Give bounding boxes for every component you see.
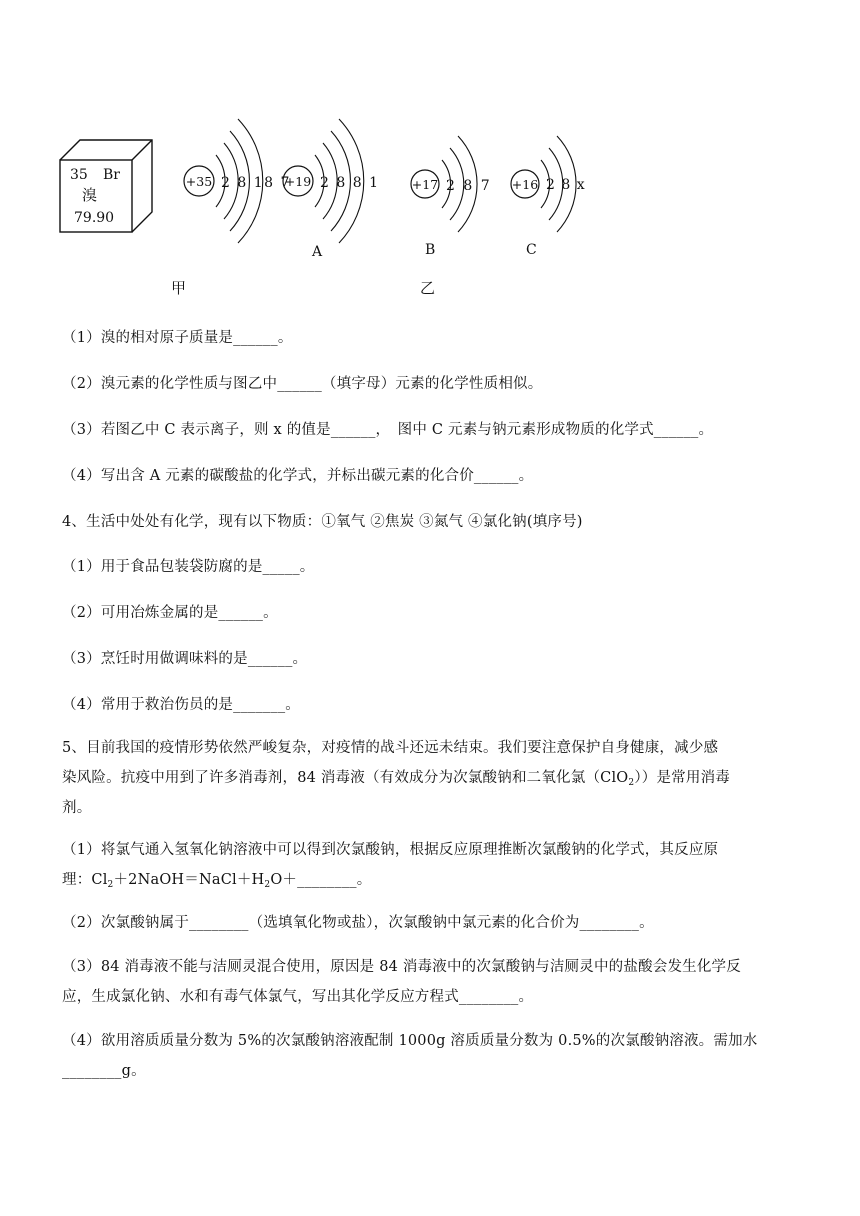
q5-item-4-line-2: ________g。: [62, 1063, 146, 1079]
q4-item-2: （2）可用冶炼金属的是______。: [62, 605, 278, 621]
atomic-structure-figure: [0, 0, 860, 310]
q5-item-1-line-2: [62, 865, 807, 901]
cl2-subscript: 2: [107, 880, 114, 890]
atom-c-label: C: [526, 242, 537, 258]
q4-item-4: （4）常用于救治伤员的是_______。: [62, 697, 300, 713]
atom-b-diagram: [411, 136, 492, 258]
bromine-atom-diagram: [184, 119, 291, 243]
bromine-nucleus: +35: [185, 174, 213, 189]
q5-stem-2b: ））是常用消毒: [634, 770, 730, 786]
q5-stem-line-3: 剂。: [62, 800, 92, 816]
q5-item-3-line-1: （3）84 消毒液不能与洁厕灵混合使用，原因是 84 消毒液中的次氯酸钠与洁厕灵中的盐酸会发生化学反: [62, 959, 741, 975]
element-number: 35: [70, 167, 88, 183]
h2o-subscript: 2: [264, 880, 271, 890]
atom-c-diagram: [511, 136, 586, 258]
q5-item-3-line-2: 应，生成氯化钠、水和有毒气体氯气，写出其化学反应方程式________。: [62, 989, 534, 1005]
caption-yi: 乙: [420, 279, 436, 297]
q4-item-1: （1）用于食品包装袋防腐的是_____。: [62, 559, 315, 575]
q5-i1-2b: ＋2NaOH＝NaCl＋H: [113, 872, 265, 888]
element-mass: 79.90: [74, 210, 115, 226]
atom-b-label: B: [425, 242, 436, 258]
clo2-subscript: 2: [628, 778, 635, 788]
atom-c-nucleus: +16: [511, 177, 539, 192]
q5-item-1-line-1: （1）将氯气通入氢氧化钠溶液中可以得到次氯酸钠，根据反应原理推断次氯酸钠的化学式，其反应原: [62, 842, 719, 858]
q5-stem-2a: 染风险。抗疫中用到了许多消毒剂，84 消毒液（有效成分为次氯酸钠和二氧化氯（ClO: [62, 770, 629, 786]
q4-item-3: （3）烹饪时用做调味料的是______。: [62, 651, 308, 667]
atom-a-nucleus: +19: [284, 174, 312, 189]
element-name: 溴: [82, 186, 98, 204]
bromine-shells: 2 8 18 7: [221, 175, 291, 191]
figure-svg: [0, 0, 860, 310]
q5-item-4-line-1: （4）欲用溶质质量分数为 5%的次氯酸钠溶液配制 1000g 溶质质量分数为 0.5%的次氯酸钠溶液。需加水: [62, 1033, 758, 1049]
q3-item-2: （2）溴元素的化学性质与图乙中______（填字母）元素的化学性质相似。: [62, 376, 543, 392]
atom-a-diagram: [283, 119, 379, 260]
q5-stem-line-1: 5、目前我国的疫情形势依然严峻复杂，对疫情的战斗还远未结束。我们要注意保护自身健康，减少感: [62, 740, 719, 756]
atom-b-shells: 2 8 7: [446, 178, 492, 194]
q5-i1-2a: 理：Cl: [62, 872, 108, 888]
element-symbol: Br: [103, 167, 120, 183]
atom-c-shells: 2 8 x: [546, 177, 586, 193]
q3-item-4: （4）写出含 A 元素的碳酸盐的化学式，并标出碳元素的化合价______。: [62, 468, 534, 484]
caption-jia: 甲: [171, 279, 187, 297]
q5-item-2: （2）次氯酸钠属于________（选填氧化物或盐），次氯酸钠中氯元素的化合价为________。: [62, 915, 654, 931]
atom-a-shells: 2 8 8 1: [320, 175, 380, 191]
q3-item-3: （3）若图乙中 C 表示离子，则 x 的值是______， 图中 C 元素与钠元素形成物质的化学式______。: [62, 422, 714, 438]
atom-a-label: A: [312, 244, 323, 260]
q3-item-1: （1）溴的相对原子质量是______。: [62, 330, 293, 346]
q4-stem: 4、生活中处处有化学，现有以下物质：①氧气 ②焦炭 ③氮气 ④氯化钠(填序号): [62, 514, 583, 530]
q5-i1-2c: O＋________。: [270, 872, 372, 888]
atom-b-nucleus: +17: [411, 177, 439, 192]
